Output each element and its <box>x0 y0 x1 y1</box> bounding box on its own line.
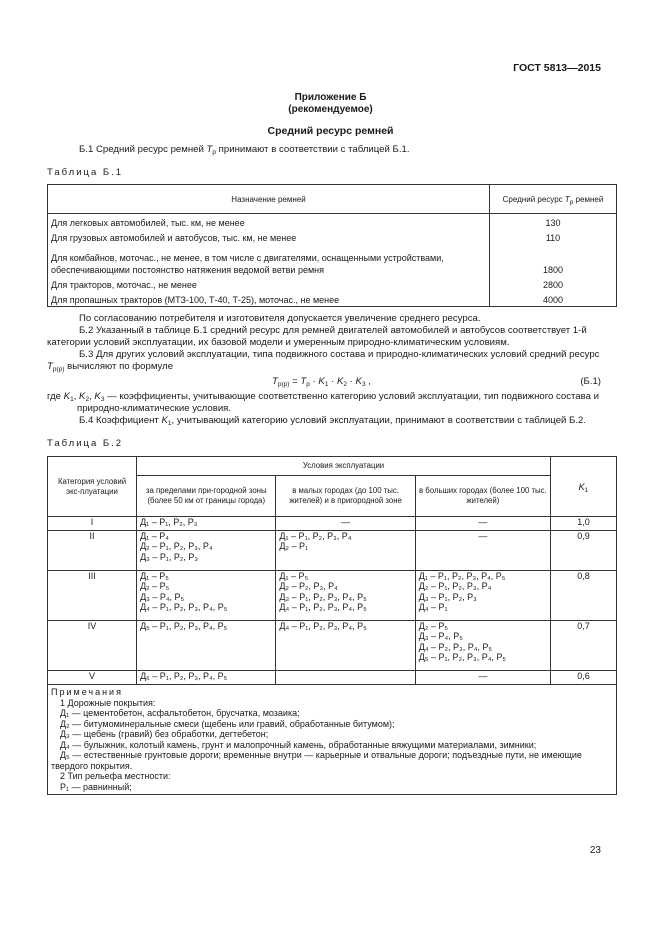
paragraph-b1: Б.1 Средний ресурс ремней $T_р$ принимают в соответствии с таблицей Б.1. <box>79 144 410 156</box>
table2-cell-small <box>276 621 415 671</box>
table2-cell-small <box>276 571 415 621</box>
table2-cell-out <box>137 531 276 571</box>
table1-row-value: 4000 <box>490 291 617 307</box>
table1-row-name: Для грузовых автомобилей и автобусов, тыс. км, не менее <box>48 229 490 244</box>
document-id: ГОСТ 5813—2015 <box>513 62 601 74</box>
table2-k1: 1,0 <box>550 517 616 531</box>
note-line: Д₄ — булыжник, колотый камень, грунт и малопрочный камень, обработанные вяжущими материалами, зимники; <box>60 739 537 750</box>
table-b1 <box>47 184 617 307</box>
paragraph-where: где $K_1$, $K_2$, $K_3$ — коэффициенты, учитывающие соответственно категорию условий эксплуатации, тип подвижного состава и природно-климатические условия. <box>47 391 599 414</box>
table2-row <box>48 621 617 671</box>
table2-cell-big <box>415 571 550 621</box>
table1-row-value: 110 <box>490 229 617 244</box>
table2-cell-line: Д₄ – Р₁, Р₂, Р₃, Р₄, Р₅ <box>140 602 228 613</box>
table2-head-conditions: Условия эксплуатации <box>137 457 551 476</box>
table2-cell-line: Д₁ – Р₄ <box>140 531 169 541</box>
table2-cell-out <box>137 621 276 671</box>
table2-cell-line: Д₂ – Р₂, Р₃, Р₄ <box>279 581 338 592</box>
table2-cell-line: Д₃ – Р₁, Р₂, Р₃ <box>418 591 477 602</box>
table2-head-big-cities: в больших городах (более 100 тыс. жителей) <box>415 476 550 517</box>
table2-head-outside: за пределами при-городной зоны (более 50 км от границы города) <box>137 476 276 517</box>
table2-cell-out <box>137 671 276 685</box>
table1-row <box>48 214 617 230</box>
table2-cell-line: Д₁ – Р₅ <box>140 571 169 581</box>
table1-row <box>48 244 617 276</box>
note-line: Р₁ — равнинный; <box>60 781 132 792</box>
table2-cell-line: Д₁ – Р₁, Р₂, Р₃ <box>140 517 198 527</box>
note-line: Д₃ — щебень (гравий) без обработки, дегтебетон; <box>60 729 269 739</box>
table2-cell-line: Д₂ – Р₁, Р₂, Р₃, Р₄ <box>140 541 213 552</box>
table2-cell-line: Д₂ – Р₅ <box>140 581 170 592</box>
table2-cell-line: Д₄ – Р₁ <box>418 602 448 613</box>
appendix-title: Приложение Б <box>294 92 367 103</box>
note-line: Д₁ — цементобетон, асфальтобетон, брусчатка, мозаика; <box>60 708 300 718</box>
paragraph-b2: Б.2 Указанный в таблице Б.1 средний ресурс для ремней двигателей автомобилей и автобусов соответствует 1-й категории условий эксплуатации, их базовой модели и умеренным природно-климатическим условиям. <box>47 325 587 348</box>
page-number: 23 <box>589 845 601 856</box>
formula: $T_{р(р)} = T_р \cdot K_1 \cdot K_2 \cdot K_3$ , <box>272 376 371 388</box>
table1-row-name: Для легковых автомобилей, тыс. км, не менее <box>48 214 490 230</box>
table2-cell-big <box>415 531 550 571</box>
table1-row <box>48 229 617 244</box>
table2-category: IV <box>48 621 137 671</box>
paragraph-agreement: По согласованию потребителя и изготовителя допускается увеличение среднего ресурса. <box>79 313 481 324</box>
table2-cell-line: Д₃ – Р₁, Р₂, Р₃, Р₄, Р₅ <box>279 591 367 602</box>
table1-row-name: Для комбайнов, моточас., не менее, в том числе с двигателями, оснащенными устройствами, обеспечивающими постоянство натяжения ведомой ветви ремня <box>48 244 490 276</box>
table2-row <box>48 571 617 621</box>
table1-row-value: 2800 <box>490 276 617 291</box>
table2-cell-line: Д₃ – Р₄, Р₅ <box>418 631 463 642</box>
table2-cell-line: Д₅ – Р₁, Р₂, Р₃, Р₄, Р₅ <box>418 652 507 663</box>
table2-notes-row <box>48 685 617 795</box>
table2-cell-line: — <box>478 671 488 681</box>
table1-head-name: Назначение ремней <box>48 185 490 214</box>
paragraph-b4: Б.4 Коэффициент $K_1$, учитывающий категорию условий эксплуатации, принимают в соответствии с таблицей Б.2. <box>79 415 587 427</box>
table2-k1: 0,6 <box>550 671 616 685</box>
table2-cell-small <box>276 531 415 571</box>
table2-cell-line: Д₂ – Р₅ <box>418 621 449 631</box>
appendix-subtitle: (рекомендуемое) <box>288 104 373 115</box>
table2-category: II <box>48 531 137 571</box>
table2-category: V <box>48 671 137 685</box>
table2-cell-line: — <box>341 517 351 527</box>
note-line: Д₂ — битумоминеральные смеси (щебень или гравий, обработанные битумом); <box>60 718 395 729</box>
table2-cell-line: Д₁ – Р₁, Р₂, Р₃, Р₄ <box>279 531 352 541</box>
table2-category: III <box>48 571 137 621</box>
table2-cell-line: Д₄ – Р₁, Р₂, Р₃, Р₄, Р₅ <box>279 602 367 613</box>
table1-row <box>48 276 617 291</box>
table2-cell-line: Д₂ – Р₁ <box>279 541 309 552</box>
table2-cell-out <box>137 517 276 531</box>
table2-cell-line: — <box>478 517 488 527</box>
table2-cell-line: Д₃ – Р₄, Р₅ <box>140 591 185 602</box>
table2-cell-small <box>276 517 415 531</box>
table2-k1: 0,8 <box>550 571 616 621</box>
table2-cell-line: Д₅ – Р₁, Р₂, Р₃, Р₄, Р₅ <box>140 621 228 631</box>
table1-row-value: 130 <box>490 214 617 230</box>
table2-k1: 0,9 <box>550 531 616 571</box>
table2-k1: 0,7 <box>550 621 616 671</box>
table2-category: I <box>48 517 137 531</box>
table2-cell-line: — <box>478 531 488 541</box>
table2-cell-line: Д₄ – Р₁, Р₂, Р₃, Р₄, Р₅ <box>279 621 367 631</box>
table2-notes <box>48 685 617 795</box>
table2-cell-line: Д₁ – Р₅ <box>279 571 309 581</box>
appendix-heading: Средний ресурс ремней <box>267 125 394 137</box>
table2-cell-line: Д₆ – Р₁, Р₂, Р₃, Р₄, Р₅ <box>140 671 228 681</box>
table1-row-name: Для пропашных тракторов (МТЗ-100, Т-40, Т-25), моточас., не менее <box>48 291 490 307</box>
table2-cell-line: Д₂ – Р₁, Р₂, Р₃, Р₄ <box>418 581 492 592</box>
paragraph-b3: Б.3 Для других условий эксплуатации, типа подвижного состава и природно-климатических условий средний ресурс $T_{р(р)}$ вычисляют по формуле <box>47 349 600 373</box>
table2-cell-big <box>415 671 550 685</box>
table2-row <box>48 531 617 571</box>
table1-row <box>48 291 617 307</box>
table2-head-k1: $K_1$ <box>550 457 616 517</box>
table-b2 <box>47 456 617 795</box>
table2-cell-line: Д₃ – Р₁, Р₂, Р₃ <box>140 551 199 562</box>
table2-cell-line: Д₄ – Р₂, Р₃, Р₄, Р₅ <box>418 641 493 652</box>
table2-row <box>48 671 617 685</box>
table2-caption: Таблица Б.2 <box>47 438 124 449</box>
notes-title: Примечания <box>51 687 123 697</box>
table2-cell-big <box>415 517 550 531</box>
table2-cell-big <box>415 621 550 671</box>
table2-row <box>48 517 617 531</box>
table2-head-category: Категория условий экс-плуатации <box>48 457 137 517</box>
note-line: 2 Тип рельефа местности: <box>60 771 171 781</box>
table2-cell-line: Д₁ – Р₁, Р₂, Р₃, Р₄, Р₅ <box>418 571 506 581</box>
note-line: Д₅ — естественные грунтовые дороги; временные внутри — карьерные и отвальные дороги; подъездные пути, не имеющие твердого покрытия. <box>51 750 582 771</box>
table2-head-small-cities: в малых городах (до 100 тыс. жителей) и в пригородной зоне <box>276 476 415 517</box>
table1-row-name: Для тракторов, моточас., не менее <box>48 276 490 291</box>
formula-number: (Б.1) <box>580 376 601 387</box>
table1-caption: Таблица Б.1 <box>47 167 124 178</box>
table2-cell-small <box>276 671 415 685</box>
table1-head-value: Средний ресурс $T_р$ ремней <box>490 185 617 214</box>
table2-cell-out <box>137 571 276 621</box>
table1-row-value: 1800 <box>490 244 617 276</box>
note-line: 1 Дорожные покрытия: <box>60 697 156 708</box>
